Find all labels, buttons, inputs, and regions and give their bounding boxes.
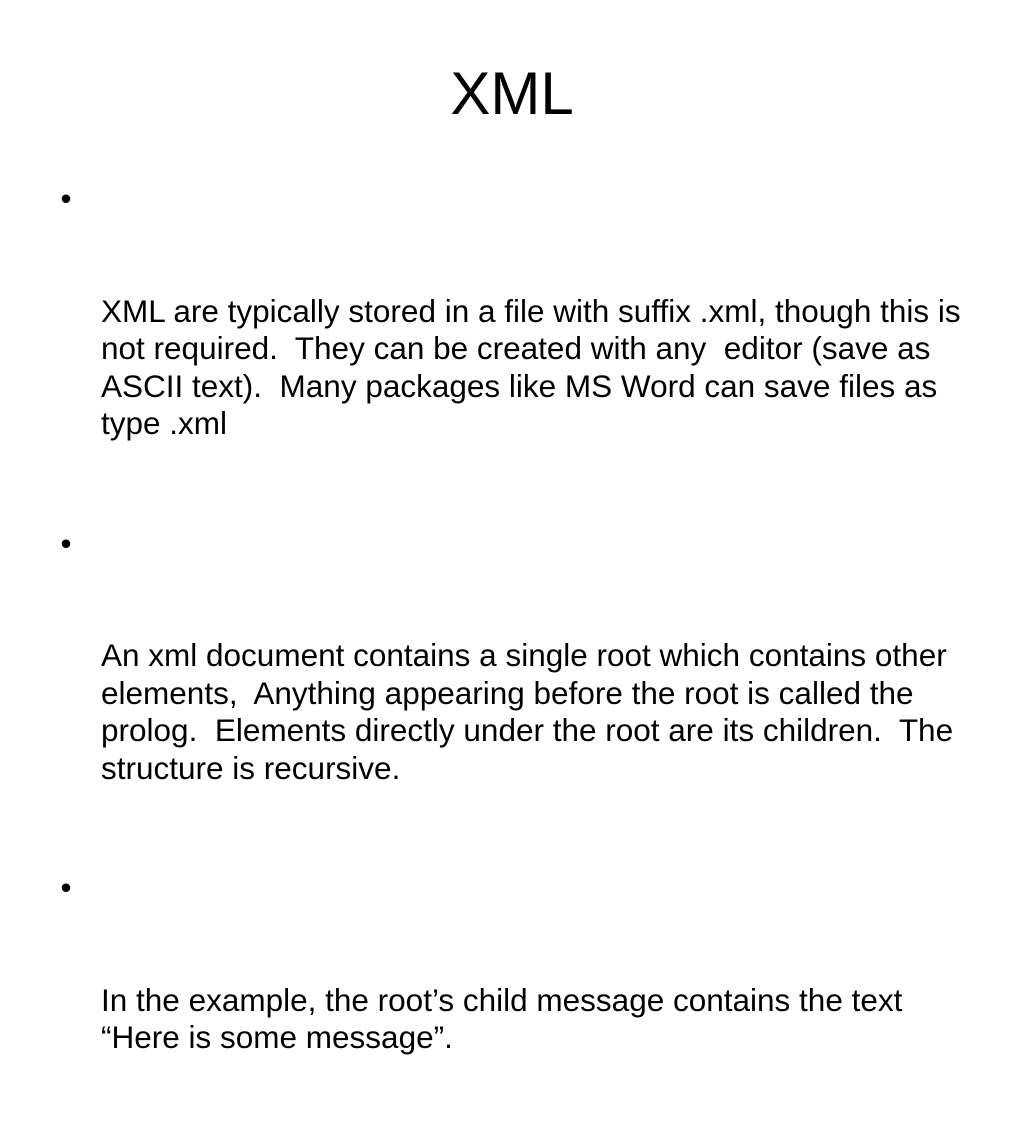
bullet-marker: •	[60, 180, 72, 216]
bullet-marker: •	[60, 869, 72, 905]
bullet-text: In the example, the root’s child message contains the text “Here is some message”.	[101, 981, 912, 1055]
bullet-list	[56, 180, 970, 1139]
bullet-text: An xml document contains a single root which contains other elements, Anything appearing before the root is called the prolog. Elements directly under the root are its children. The structure is recursive.	[101, 637, 962, 786]
bullet-item	[56, 869, 966, 1132]
bullet-item	[56, 525, 966, 863]
bullet-item	[56, 180, 970, 518]
bullet-marker: •	[60, 524, 72, 561]
slide-title: XML	[450, 60, 574, 127]
bullet-text: XML are typically stored in a file with suffix .xml, though this is not required. They can be created with any editor (save as ASCII text). Many packages like MS Word can save files as type .xml	[101, 292, 970, 441]
